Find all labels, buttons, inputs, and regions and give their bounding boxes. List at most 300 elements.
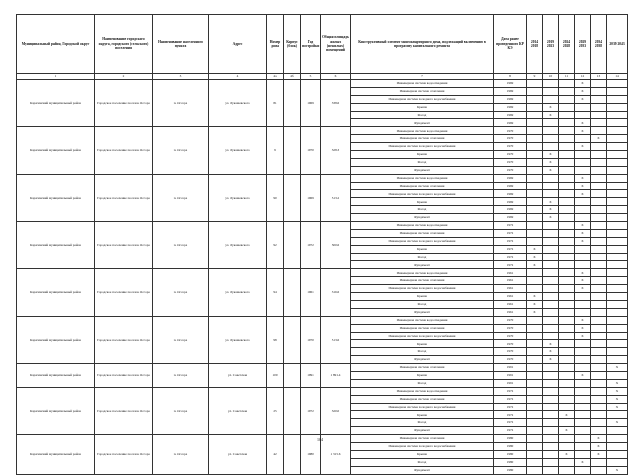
period-mark-cell <box>559 348 575 356</box>
column-number: 9 <box>527 74 543 80</box>
period-mark-cell <box>543 261 559 269</box>
period-mark-cell: X <box>575 332 591 340</box>
col-period-3-header: 2024 2028 <box>559 15 575 74</box>
period-mark-cell <box>575 387 591 395</box>
period-mark-cell <box>591 222 607 230</box>
house-number-cell: 90 <box>267 174 284 221</box>
col-area-header: Общая площадь жилых (нежилых) помещений <box>321 15 351 74</box>
period-mark-cell <box>607 245 628 253</box>
element-cell: Инженерная система холодного водоснабжения <box>351 285 494 293</box>
prev-repair-date-cell: 1970 <box>494 332 527 340</box>
element-cell: Крыша <box>351 371 494 379</box>
period-mark-cell <box>543 419 559 427</box>
period-mark-cell <box>543 253 559 261</box>
table-row <box>17 387 628 395</box>
period-mark-cell <box>607 308 628 316</box>
address-cell: ул. Лукашевского <box>209 127 267 174</box>
element-cell: Инженерная система холодного водоснабжения <box>351 143 494 151</box>
prev-repair-date-cell: 1972 <box>494 245 527 253</box>
period-mark-cell <box>575 111 591 119</box>
period-mark-cell <box>527 80 543 88</box>
district-cell: Карагинский муниципальный район <box>17 364 95 388</box>
period-mark-cell <box>575 253 591 261</box>
period-mark-cell <box>559 135 575 143</box>
period-mark-cell <box>591 158 607 166</box>
prev-repair-date-cell: 1969 <box>494 80 527 88</box>
period-mark-cell: X <box>543 158 559 166</box>
period-mark-cell <box>543 245 559 253</box>
period-mark-cell <box>543 229 559 237</box>
address-cell: ул. Советская <box>209 387 267 434</box>
period-mark-cell <box>607 324 628 332</box>
element-cell: Инженерная система водоотведения <box>351 174 494 182</box>
period-mark-cell <box>527 158 543 166</box>
element-cell: Фундамент <box>351 166 494 174</box>
period-mark-cell <box>591 127 607 135</box>
element-cell: Инженерная система водоотведения <box>351 127 494 135</box>
period-mark-cell <box>607 340 628 348</box>
element-cell: Фундамент <box>351 427 494 435</box>
area-cell: 316.6 <box>321 269 351 316</box>
settlement-cell: Городское поселение поселок Оссора <box>95 80 153 127</box>
period-mark-cell <box>591 419 607 427</box>
period-mark-cell <box>543 316 559 324</box>
element-cell: Инженерная система холодного водоснабжения <box>351 403 494 411</box>
period-mark-cell <box>543 237 559 245</box>
period-mark-cell <box>543 332 559 340</box>
period-mark-cell: X <box>575 174 591 182</box>
period-mark-cell <box>575 206 591 214</box>
period-mark-cell <box>607 182 628 190</box>
prev-repair-date-cell: 1970 <box>494 127 527 135</box>
period-mark-cell <box>559 340 575 348</box>
period-mark-cell <box>559 285 575 293</box>
build-year-cell: 1969 <box>301 174 321 221</box>
period-mark-cell: X <box>543 340 559 348</box>
prev-repair-date-cell: 1961 <box>494 285 527 293</box>
header-row <box>17 15 628 74</box>
block-cell <box>284 387 301 434</box>
column-number: 8 <box>494 74 527 80</box>
prev-repair-date-cell: 1972 <box>494 419 527 427</box>
period-mark-cell: X <box>543 111 559 119</box>
element-cell: Инженерная система холодного водоснабжения <box>351 332 494 340</box>
house-number-cell: 98 <box>267 316 284 363</box>
period-mark-cell <box>591 300 607 308</box>
period-mark-cell: X <box>543 356 559 364</box>
address-cell: ул. Лукашевского <box>209 174 267 221</box>
settlement-cell: Городское поселение поселок Оссора <box>95 269 153 316</box>
table-row <box>17 316 628 324</box>
period-mark-cell: X <box>575 222 591 230</box>
period-mark-cell <box>575 198 591 206</box>
period-mark-cell <box>607 87 628 95</box>
period-mark-cell: X <box>607 364 628 372</box>
period-mark-cell <box>527 395 543 403</box>
period-mark-cell <box>575 348 591 356</box>
period-mark-cell: X <box>607 387 628 395</box>
period-mark-cell <box>591 174 607 182</box>
settlement-cell: Городское поселение поселок Оссора <box>95 316 153 363</box>
period-mark-cell: X <box>575 182 591 190</box>
period-mark-cell <box>607 143 628 151</box>
prev-repair-date-cell: 1970 <box>494 158 527 166</box>
table-row <box>17 222 628 230</box>
period-mark-cell <box>607 332 628 340</box>
period-mark-cell: X <box>543 214 559 222</box>
period-mark-cell <box>591 182 607 190</box>
period-mark-cell <box>607 253 628 261</box>
column-number: 4 <box>209 74 267 80</box>
prev-repair-date-cell: 1961 <box>494 300 527 308</box>
house-number-cell: 92 <box>267 222 284 269</box>
period-mark-cell <box>559 466 575 474</box>
element-cell: Инженерная система отопления <box>351 229 494 237</box>
element-cell: Инженерная система отопления <box>351 87 494 95</box>
period-mark-cell <box>607 127 628 135</box>
period-mark-cell <box>559 379 575 387</box>
house-number-cell: 94 <box>267 269 284 316</box>
period-mark-cell <box>543 269 559 277</box>
period-mark-cell <box>591 103 607 111</box>
period-mark-cell <box>575 158 591 166</box>
prev-repair-date-cell: 1972 <box>494 222 527 230</box>
prev-repair-date-cell: 1970 <box>494 135 527 143</box>
prev-repair-date-cell: 1970 <box>494 316 527 324</box>
prev-repair-date-cell: 1969 <box>494 87 527 95</box>
element-cell: Инженерная система водоотведения <box>351 222 494 230</box>
period-mark-cell <box>527 111 543 119</box>
element-cell: Инженерная система отопления <box>351 182 494 190</box>
period-mark-cell <box>607 95 628 103</box>
period-mark-cell: X <box>591 450 607 458</box>
period-mark-cell <box>543 135 559 143</box>
element-cell: Инженерная система холодного водоснабжения <box>351 190 494 198</box>
settlement-cell: Городское поселение поселок Оссора <box>95 174 153 221</box>
period-mark-cell <box>543 466 559 474</box>
element-cell: Фасад <box>351 253 494 261</box>
column-number: 4а <box>267 74 284 80</box>
period-mark-cell <box>527 371 543 379</box>
prev-repair-date-cell: 1970 <box>494 166 527 174</box>
area-cell: 1 891.4 <box>321 364 351 388</box>
element-cell: Инженерная система водоотведения <box>351 316 494 324</box>
period-mark-cell <box>607 190 628 198</box>
period-mark-cell <box>543 371 559 379</box>
prev-repair-date-cell: 1980 <box>494 458 527 466</box>
period-mark-cell: X <box>575 87 591 95</box>
period-mark-cell: X <box>575 458 591 466</box>
period-mark-cell <box>527 419 543 427</box>
period-mark-cell: X <box>575 229 591 237</box>
period-mark-cell <box>527 87 543 95</box>
period-mark-cell: X <box>527 245 543 253</box>
prev-repair-date-cell: 1972 <box>494 395 527 403</box>
locality-cell: п. Оссора <box>153 435 209 474</box>
district-cell: Карагинский муниципальный район <box>17 435 95 474</box>
period-mark-cell: X <box>575 371 591 379</box>
period-mark-cell <box>575 166 591 174</box>
period-mark-cell <box>607 427 628 435</box>
period-mark-cell <box>559 95 575 103</box>
district-cell: Карагинский муниципальный район <box>17 80 95 127</box>
period-mark-cell: X <box>575 316 591 324</box>
period-mark-cell <box>591 332 607 340</box>
period-mark-cell <box>527 269 543 277</box>
period-mark-cell <box>607 316 628 324</box>
period-mark-cell <box>559 245 575 253</box>
element-cell: Крыша <box>351 151 494 159</box>
column-number: 10 <box>543 74 559 80</box>
district-cell: Карагинский муниципальный район <box>17 269 95 316</box>
prev-repair-date-cell: 1969 <box>494 182 527 190</box>
period-mark-cell <box>607 371 628 379</box>
table-row <box>17 127 628 135</box>
period-mark-cell: X <box>607 466 628 474</box>
period-mark-cell <box>543 308 559 316</box>
period-mark-cell <box>591 190 607 198</box>
col-house-header: Номер дома <box>267 15 284 74</box>
period-mark-cell <box>591 261 607 269</box>
period-mark-cell <box>591 324 607 332</box>
period-mark-cell <box>543 395 559 403</box>
prev-repair-date-cell: 1969 <box>494 103 527 111</box>
period-mark-cell: X <box>591 435 607 443</box>
period-mark-cell <box>559 332 575 340</box>
period-mark-cell <box>591 253 607 261</box>
period-mark-cell: X <box>591 442 607 450</box>
col-locality-header: Наименование населенного пункта <box>153 15 209 74</box>
build-year-cell: 1970 <box>301 127 321 174</box>
period-mark-cell <box>591 340 607 348</box>
period-mark-cell <box>575 293 591 301</box>
period-mark-cell: X <box>575 269 591 277</box>
period-mark-cell <box>527 237 543 245</box>
area-cell: 328.3 <box>321 127 351 174</box>
period-mark-cell <box>591 151 607 159</box>
period-mark-cell <box>527 182 543 190</box>
column-number: 2 <box>95 74 153 80</box>
house-number-cell: 25 <box>267 387 284 434</box>
table-row <box>17 364 628 372</box>
element-cell: Фундамент <box>351 466 494 474</box>
period-mark-cell <box>591 198 607 206</box>
period-mark-cell <box>607 198 628 206</box>
period-mark-cell <box>591 214 607 222</box>
locality-cell: п. Оссора <box>153 80 209 127</box>
column-number: 11 <box>559 74 575 80</box>
period-mark-cell: X <box>527 300 543 308</box>
prev-repair-date-cell: 1969 <box>494 206 527 214</box>
period-mark-cell <box>543 293 559 301</box>
settlement-cell: Городское поселение поселок Оссора <box>95 387 153 434</box>
period-mark-cell: X <box>543 348 559 356</box>
period-mark-cell <box>559 111 575 119</box>
element-cell: Инженерная система отопления <box>351 364 494 372</box>
house-number-cell: 42 <box>267 435 284 474</box>
period-mark-cell <box>559 419 575 427</box>
element-cell: Инженерная система холодного водоснабжения <box>351 237 494 245</box>
district-cell: Карагинский муниципальный район <box>17 174 95 221</box>
period-mark-cell <box>607 442 628 450</box>
period-mark-cell <box>607 214 628 222</box>
prev-repair-date-cell: 1961 <box>494 277 527 285</box>
prev-repair-date-cell: 1972 <box>494 229 527 237</box>
period-mark-cell: X <box>607 379 628 387</box>
build-year-cell: 1972 <box>301 222 321 269</box>
period-mark-cell <box>559 119 575 127</box>
prev-repair-date-cell: 1970 <box>494 348 527 356</box>
period-mark-cell <box>607 111 628 119</box>
period-mark-cell <box>607 261 628 269</box>
period-mark-cell <box>607 300 628 308</box>
element-cell: Инженерная система водоотведения <box>351 80 494 88</box>
period-mark-cell <box>575 151 591 159</box>
prev-repair-date-cell: 1991 <box>494 371 527 379</box>
period-mark-cell <box>543 458 559 466</box>
period-mark-cell <box>607 135 628 143</box>
address-cell: ул. Лукашевского <box>209 269 267 316</box>
period-mark-cell <box>575 364 591 372</box>
period-mark-cell <box>591 80 607 88</box>
period-mark-cell <box>575 356 591 364</box>
period-mark-cell <box>543 379 559 387</box>
period-mark-cell <box>591 411 607 419</box>
column-number: 7 <box>351 74 494 80</box>
element-cell: Фундамент <box>351 261 494 269</box>
period-mark-cell <box>559 103 575 111</box>
period-mark-cell <box>527 403 543 411</box>
period-mark-cell <box>527 466 543 474</box>
address-cell: ул. Лукашевского <box>209 316 267 363</box>
element-cell: Фундамент <box>351 214 494 222</box>
period-mark-cell: X <box>575 95 591 103</box>
col-period-2-header: 2019 2023 <box>543 15 559 74</box>
period-mark-cell <box>591 229 607 237</box>
block-cell <box>284 80 301 127</box>
block-cell <box>284 127 301 174</box>
repair-program-table <box>16 14 628 475</box>
period-mark-cell <box>543 364 559 372</box>
build-year-cell: 1991 <box>301 364 321 388</box>
period-mark-cell <box>543 95 559 103</box>
area-cell: 338.6 <box>321 80 351 127</box>
element-cell: Инженерная система отопления <box>351 135 494 143</box>
period-mark-cell <box>543 427 559 435</box>
district-cell: Карагинский муниципальный район <box>17 222 95 269</box>
period-mark-cell: X <box>543 198 559 206</box>
col-prev-repair-header: Дата ранее проведенного КР КЭ <box>494 15 527 74</box>
period-mark-cell <box>559 269 575 277</box>
period-mark-cell <box>543 87 559 95</box>
period-mark-cell <box>527 324 543 332</box>
period-mark-cell: X <box>527 253 543 261</box>
period-mark-cell <box>559 80 575 88</box>
period-mark-cell <box>591 364 607 372</box>
period-mark-cell <box>591 87 607 95</box>
period-mark-cell <box>607 285 628 293</box>
period-mark-cell: X <box>527 308 543 316</box>
period-mark-cell <box>607 277 628 285</box>
element-cell: Крыша <box>351 293 494 301</box>
period-mark-cell <box>607 103 628 111</box>
period-mark-cell <box>575 261 591 269</box>
period-mark-cell <box>575 379 591 387</box>
element-cell: Инженерная система отопления <box>351 324 494 332</box>
period-mark-cell <box>591 379 607 387</box>
period-mark-cell: X <box>575 119 591 127</box>
build-year-cell: 1970 <box>301 316 321 363</box>
area-cell: 320.0 <box>321 387 351 434</box>
period-mark-cell <box>527 95 543 103</box>
block-cell <box>284 364 301 388</box>
prev-repair-date-cell: 1969 <box>494 214 527 222</box>
prev-repair-date-cell: 1972 <box>494 253 527 261</box>
prev-repair-date-cell: 1970 <box>494 324 527 332</box>
period-mark-cell <box>575 466 591 474</box>
column-number: 5 <box>301 74 321 80</box>
period-mark-cell <box>527 119 543 127</box>
table-row <box>17 174 628 182</box>
element-cell: Фасад <box>351 158 494 166</box>
col-element-header: Конструктивный элемент многоквартирного дома, подлежащий включению в программу капитального ремонта <box>351 15 494 74</box>
period-mark-cell <box>559 166 575 174</box>
period-mark-cell <box>527 348 543 356</box>
element-cell: Инженерная система водоотведения <box>351 269 494 277</box>
element-cell: Инженерная система отопления <box>351 395 494 403</box>
prev-repair-date-cell: 1980 <box>494 442 527 450</box>
period-mark-cell <box>559 182 575 190</box>
period-mark-cell <box>575 395 591 403</box>
period-mark-cell <box>527 340 543 348</box>
element-cell: Фасад <box>351 206 494 214</box>
prev-repair-date-cell: 1980 <box>494 450 527 458</box>
period-mark-cell <box>559 151 575 159</box>
period-mark-cell <box>591 269 607 277</box>
block-cell <box>284 269 301 316</box>
period-mark-cell: X <box>575 277 591 285</box>
period-mark-cell <box>591 293 607 301</box>
col-block-header: Корпус (блок) <box>284 15 301 74</box>
build-year-cell: 1961 <box>301 269 321 316</box>
period-mark-cell: X <box>543 166 559 174</box>
period-mark-cell <box>527 151 543 159</box>
period-mark-cell <box>559 190 575 198</box>
element-cell: Фундамент <box>351 356 494 364</box>
period-mark-cell <box>575 245 591 253</box>
period-mark-cell <box>591 403 607 411</box>
address-cell: ул. Советская <box>209 364 267 388</box>
element-cell: Фундамент <box>351 308 494 316</box>
period-mark-cell <box>607 80 628 88</box>
period-mark-cell: X <box>575 285 591 293</box>
column-number: 3 <box>153 74 209 80</box>
period-mark-cell: X <box>559 427 575 435</box>
prev-repair-date-cell: 1969 <box>494 198 527 206</box>
period-mark-cell <box>527 127 543 135</box>
house-number-cell: 9 <box>267 127 284 174</box>
period-mark-cell <box>607 411 628 419</box>
period-mark-cell <box>527 364 543 372</box>
period-mark-cell <box>527 229 543 237</box>
period-mark-cell <box>607 166 628 174</box>
period-mark-cell <box>591 206 607 214</box>
period-mark-cell <box>591 316 607 324</box>
locality-cell: п. Оссора <box>153 222 209 269</box>
settlement-cell: Городское поселение поселок Оссора <box>95 127 153 174</box>
period-mark-cell <box>575 427 591 435</box>
column-number: 12 <box>575 74 591 80</box>
